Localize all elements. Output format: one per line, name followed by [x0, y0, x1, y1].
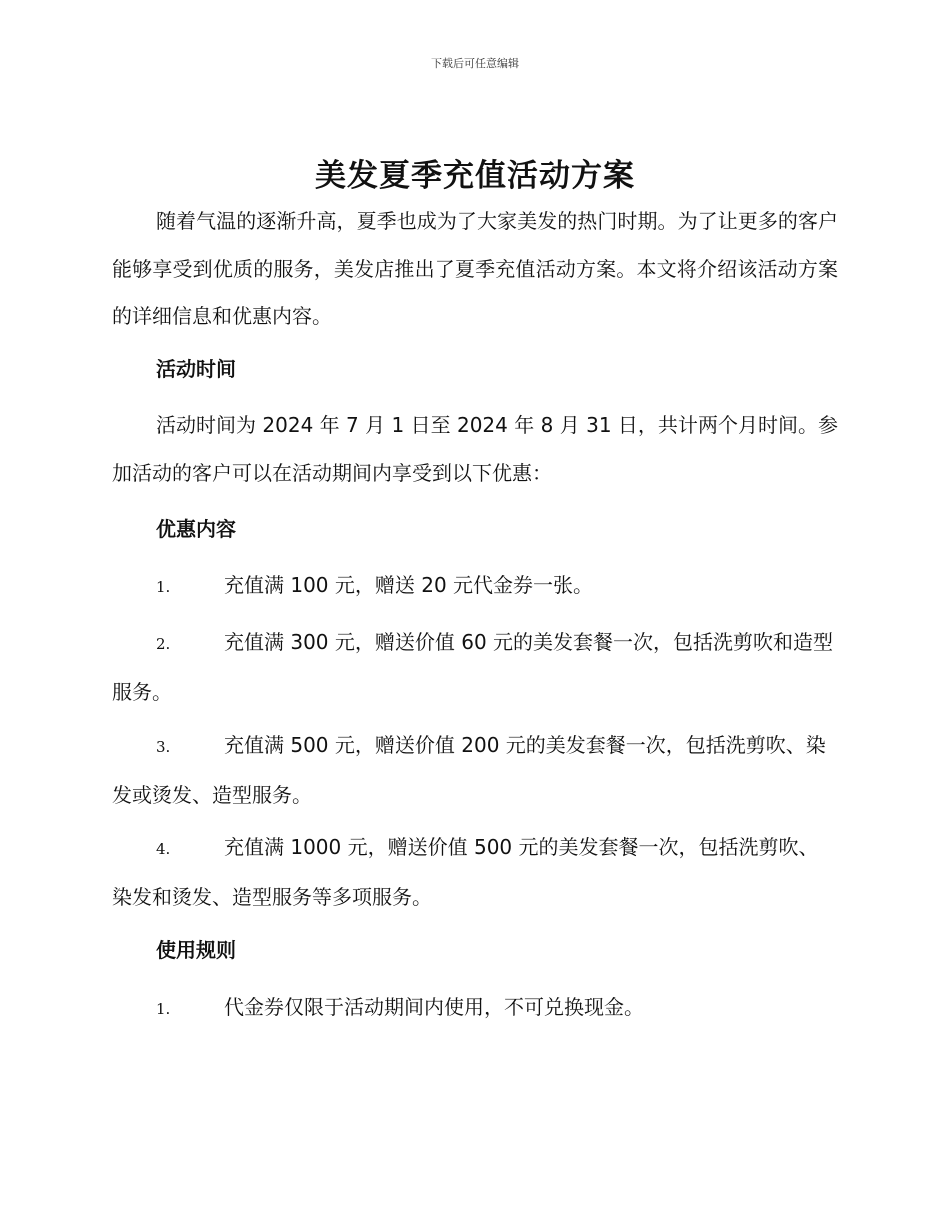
- section-heading-rules: 使用规则: [156, 938, 236, 962]
- list-number: 3.: [156, 738, 171, 756]
- time-paragraph: 活动时间为 2024 年 7 月 1 日至 2024 年 8 月 31 日，共计两个月时间。参加活动的客户可以在活动期间内享受到以下优惠：: [112, 413, 838, 485]
- intro-paragraph: 随着气温的逐渐升高，夏季也成为了大家美发的热门时期。为了让更多的客户能够享受到优质的服务，美发店推出了夏季充值活动方案。本文将介绍该活动方案的详细信息和优惠内容。: [112, 209, 838, 328]
- rule-item-1: [112, 984, 838, 1034]
- list-number: 1.: [156, 578, 171, 596]
- header-note: 下载后可任意编辑: [431, 57, 519, 70]
- list-text: 充值满 300 元，赠送价值 60 元的美发套餐一次，包括洗剪吹和造型服务。: [112, 630, 834, 704]
- list-text: 充值满 100 元，赠送 20 元代金券一张。: [224, 573, 594, 597]
- list-number: 1.: [156, 1000, 171, 1018]
- offer-item-1: [112, 562, 838, 612]
- offer-item-3: [112, 722, 838, 819]
- list-text: 代金券仅限于活动期间内使用，不可兑换现金。: [224, 995, 644, 1019]
- list-text: 充值满 500 元，赠送价值 200 元的美发套餐一次，包括洗剪吹、染发或烫发、造型服务。: [112, 733, 826, 807]
- offer-item-2: [112, 619, 838, 716]
- list-number: 4.: [156, 840, 171, 858]
- section-heading-time: 活动时间: [156, 357, 236, 381]
- offer-item-4: [112, 824, 838, 921]
- list-text: 充值满 1000 元，赠送价值 500 元的美发套餐一次，包括洗剪吹、染发和烫发、造型服务等多项服务。: [112, 835, 819, 909]
- section-heading-offers: 优惠内容: [156, 517, 236, 541]
- list-number: 2.: [156, 635, 171, 653]
- document-title: 美发夏季充值活动方案: [315, 158, 635, 194]
